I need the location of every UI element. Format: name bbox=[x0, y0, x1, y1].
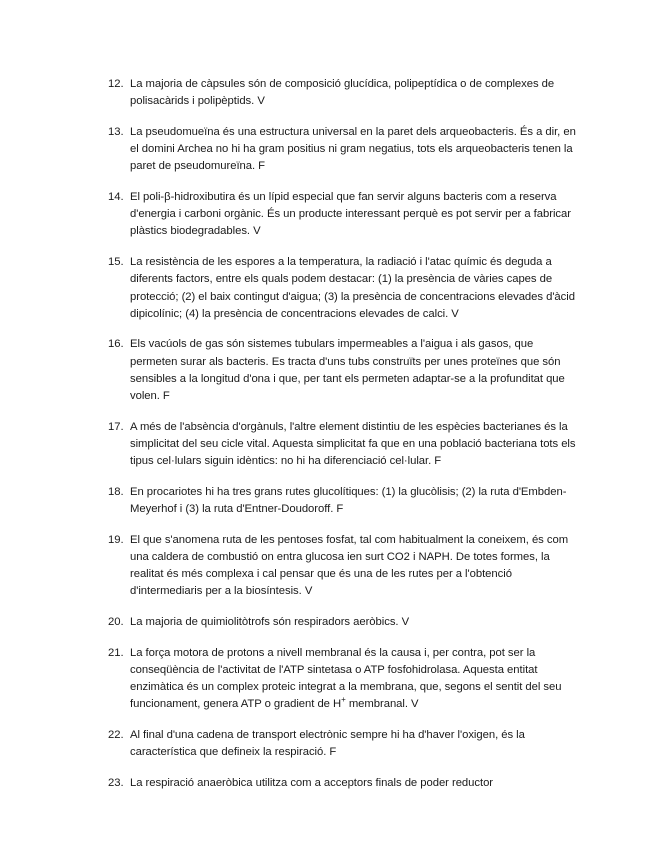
item-number: 23. bbox=[108, 777, 124, 789]
item-text-tail: membranal. V bbox=[345, 698, 419, 711]
list-item bbox=[108, 124, 578, 176]
list-item bbox=[108, 189, 578, 241]
item-text: A més de l'absència d'orgànuls, l'altre element distintiu de les espècies bacterianes és la simplicitat del seu cicle vital. Aquesta simplicitat fa que en una població bacteriana tots els tipus cel·lulars siguin idèntics: no hi ha diferenciació cel·lular. F bbox=[130, 420, 576, 468]
item-number: 16. bbox=[108, 338, 124, 351]
list-item bbox=[108, 532, 578, 601]
item-text: Al final d'una cadena de transport electrònic sempre hi ha d'haver l'oxigen, és la característica que defineix la respiració. F bbox=[130, 729, 525, 759]
item-text: La força motora de protons a nivell membranal és la causa i, per contra, pot ser la conseqüència de l'activitat de l'ATP sintetasa o ATP fosfohidrolasa. Aquesta entitat enzimàtica és un complex proteic integrat a la membrana, que, segons el sentit del seu funcionament, genera ATP o gradient de H bbox=[130, 646, 562, 711]
item-text: La majoria de càpsules són de composició glucídica, polipeptídica o de complexes de polisacàrids i polipèptids. V bbox=[130, 78, 555, 108]
list-item bbox=[108, 727, 578, 761]
list-item bbox=[108, 419, 578, 471]
list-item bbox=[108, 645, 578, 714]
item-number: 18. bbox=[108, 485, 124, 498]
item-text: Els vacúols de gas són sistemes tubulars impermeables a l'aigua i als gasos, que permeten surar als bacteris. Es tracta d'uns tubs construïts per unes proteïnes que són sensibles a la longitud d'ona i que, per tant els permeten adaptar-se a la profunditat que volen. F bbox=[130, 338, 565, 403]
list-item bbox=[108, 254, 578, 323]
list-item bbox=[108, 775, 578, 792]
item-number: 14. bbox=[108, 191, 124, 204]
item-number: 12. bbox=[108, 78, 124, 90]
list-item bbox=[108, 614, 578, 631]
item-number: 21. bbox=[108, 646, 124, 659]
item-text: La resistència de les espores a la temperatura, la radiació i l'atac químic és deguda a diferents factors, entre els quals podem destacar: (1) la presència de vàries capes de protecció; (2) el baix contingut d'aigua; (3) la presència de concentracions elevades d'àcid dipicolínic; (4) la presència de concentracions elevades de calci. V bbox=[130, 256, 575, 320]
item-number: 19. bbox=[108, 533, 124, 546]
item-text: La respiració anaeròbica utilitza com a acceptors finals de poder reductor bbox=[130, 777, 494, 789]
item-number: 22. bbox=[108, 729, 124, 742]
item-number: 13. bbox=[108, 125, 124, 138]
item-text: El que s'anomena ruta de les pentoses fosfat, tal com habitualment la coneixem, és com una caldera de combustió on entra glucosa ien surt CO2 i NAPH. De totes formes, la realitat és més complexa i cal pensar que és una de les rutes per a l'obtenció d'intermediaris per a la biosíntesis. V bbox=[130, 533, 569, 598]
list-item bbox=[108, 484, 578, 518]
item-text: En procariotes hi ha tres grans rutes glucolítiques: (1) la glucòlisis; (2) la ruta d'Embden-Meyerhof i (3) la ruta d'Entner-Doudoroff. F bbox=[130, 485, 567, 516]
item-text: La pseudomueïna és una estructura universal en la paret dels arqueobacteris. És a dir, en el domini Archea no hi ha gram positius ni gram negatius, tots els arqueobacteris tenen la paret de pseudomureïna. F bbox=[130, 125, 576, 173]
item-number: 17. bbox=[108, 420, 124, 433]
item-text: El poli-β-hidroxibutira és un lípid especial que fan servir alguns bacteris com a reserva d'energia i carboni orgànic. És un producte interessant perquè es pot servir per a fabricar plàstics biodegradables. V bbox=[130, 191, 571, 238]
item-number: 15. bbox=[108, 256, 124, 269]
list-item bbox=[108, 76, 578, 110]
list-item bbox=[108, 336, 578, 405]
document-page bbox=[108, 76, 578, 806]
item-number: 20. bbox=[108, 616, 124, 629]
item-text: La majoria de quimiolitòtrofs són respiradors aeròbics. V bbox=[130, 616, 410, 629]
superscript-plus: + bbox=[341, 695, 346, 705]
